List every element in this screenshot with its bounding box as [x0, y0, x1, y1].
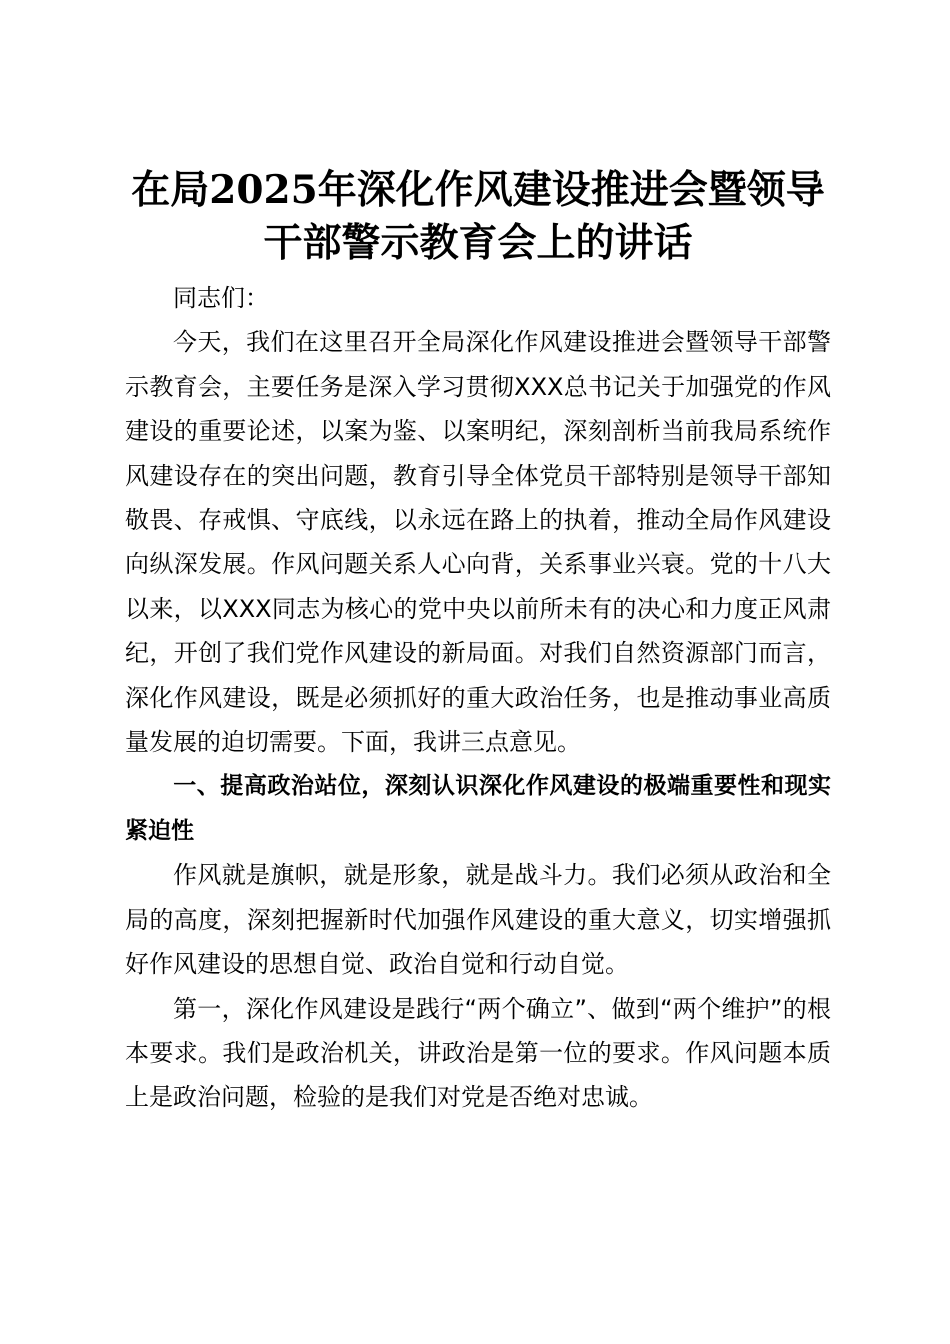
section-heading-1: 一、提高政治站位，深刻认识深化作风建设的极端重要性和现实紧迫性	[125, 773, 831, 844]
paragraph-intro: 今天，我们在这里召开全局深化作风建设推进会暨领导干部警示教育会，主要任务是深入学习贯彻XXX总书记关于加强党的作风建设的重要论述，以案为鉴、以案明纪，深刻剖析当前我局系统作风建设存在的突出问题，教育引导全体党员干部特别是领导干部知敬畏、存戒惧、守底线，以永远在路上的执着，推动全局作风建设向纵深发展。作风问题关系人心向背，关系事业兴衰。党的十八大以来，以XXX同志为核心的党中央以前所未有的决心和力度正风肃纪，开创了我们党作风建设的新局面。对我们自然资源部门而言，深化作风建设，既是必须抓好的重大政治任务，也是推动事业高质量发展的迫切需要。下面，我讲三点意见。	[125, 328, 831, 757]
paragraph-section-1: 作风就是旗帜，就是形象，就是战斗力。我们必须从政治和全局的高度，深刻把握新时代加强作风建设的重大意义，切实增强抓好作风建设的思想自觉、政治自觉和行动自觉。	[125, 861, 831, 979]
salutation: 同志们：	[173, 284, 269, 312]
document-title: 在局2025年深化作风建设推进会暨领导干部警示教育会上的讲话	[131, 167, 825, 266]
document-body	[125, 276, 831, 1120]
paragraph-point-1: 第一，深化作风建设是践行“两个确立”、做到“两个维护”的根本要求。我们是政治机关，讲政治是第一位的要求。作风问题本质上是政治问题，检验的是我们对党是否绝对忠诚。	[125, 994, 831, 1112]
